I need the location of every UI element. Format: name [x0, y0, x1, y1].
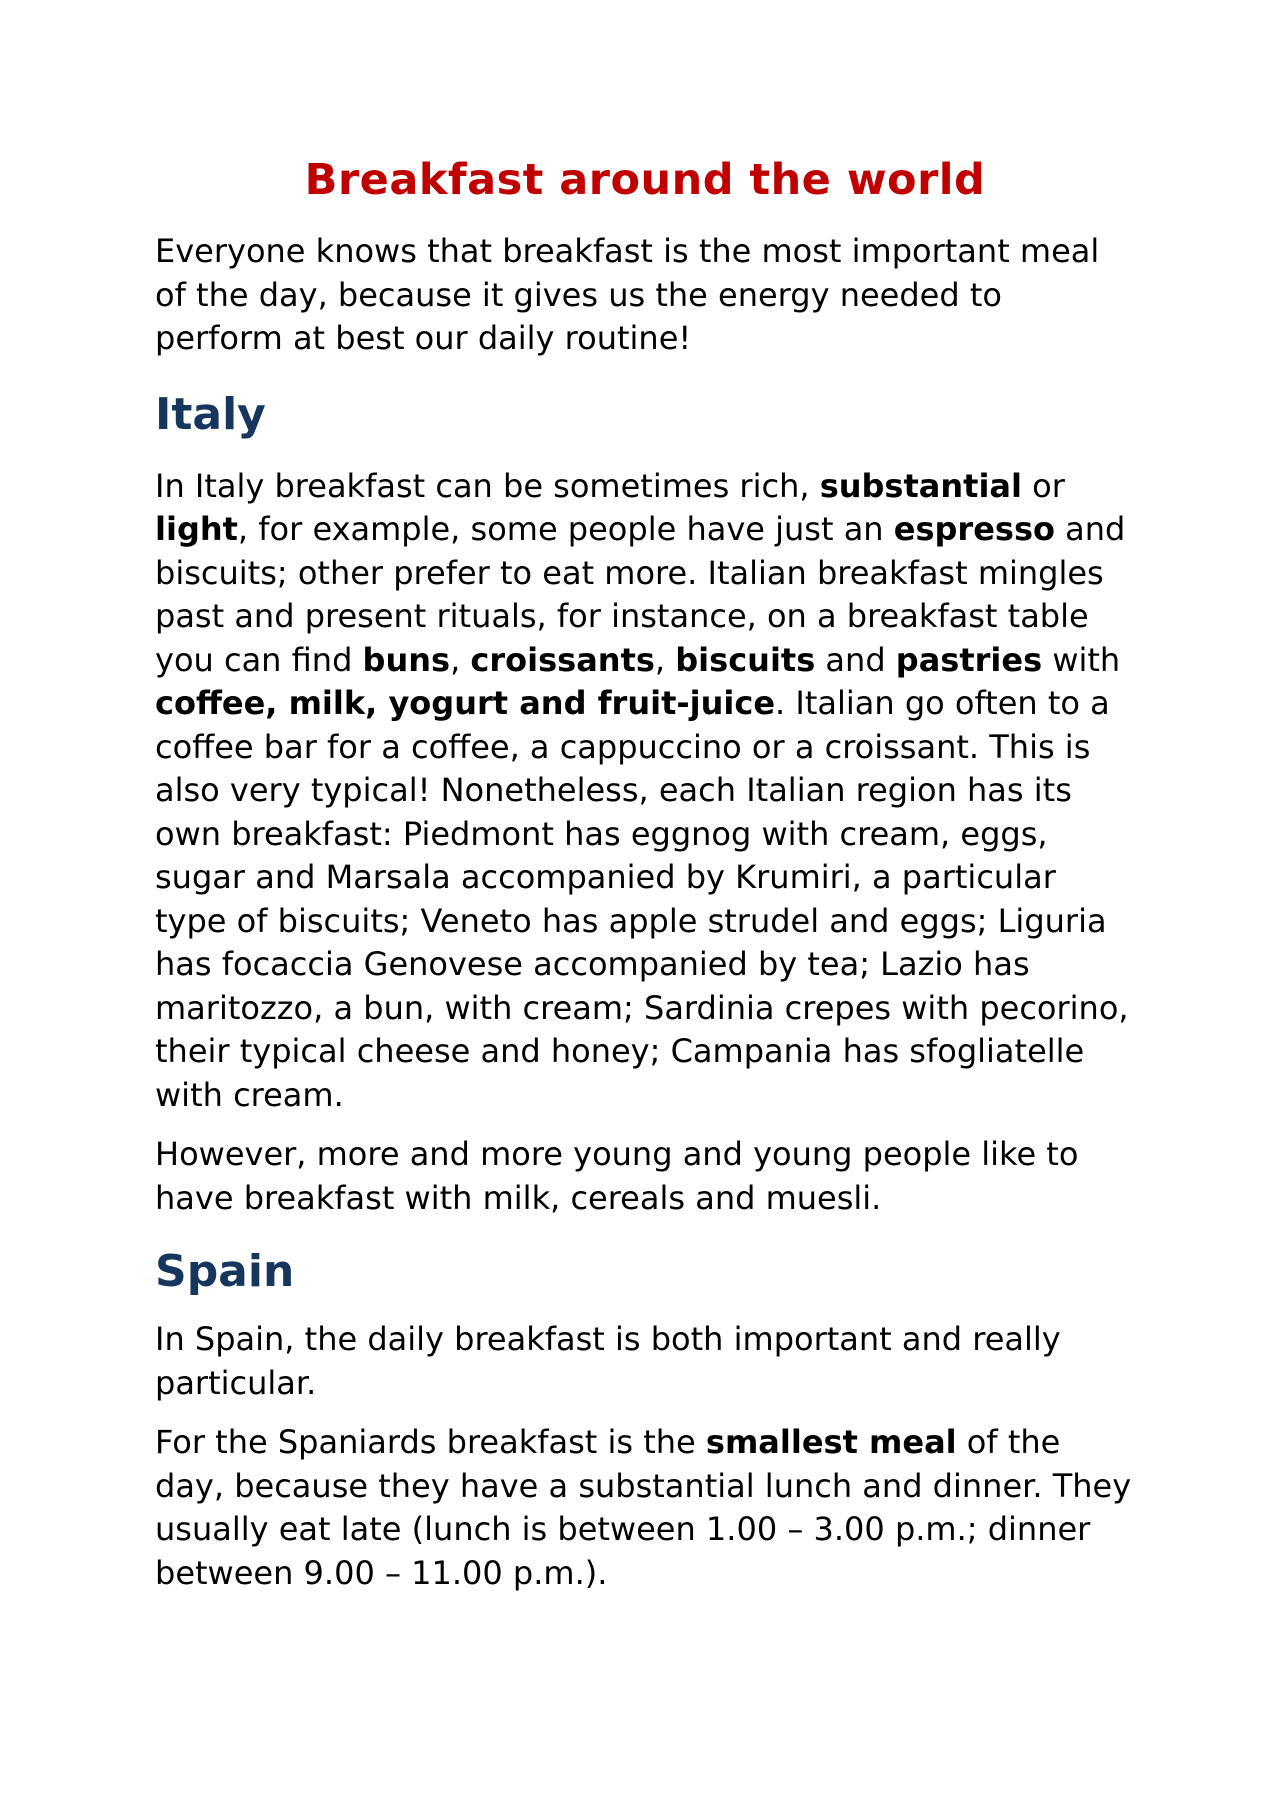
italy-paragraph-2: However, more and more young and young people like to have breakfast with milk, cereals and muesli. [155, 1135, 1079, 1217]
bold-text: biscuits [675, 640, 816, 679]
bold-text: pastries [895, 640, 1043, 679]
bold-text: coffee, milk, yogurt and fruit-juice [155, 684, 776, 722]
text-run: , [450, 640, 471, 679]
text-run: . Italian go often to a coffee bar for a coffee, a cappuccino or a croissant. This is also very typical! Nonetheless, each Italian region has its own breakfast: Piedmont has eggnog with cream, eggs, sugar and Marsala accompanied by Krumiri, a particular type of biscuits; Veneto has apple strudel and eggs; Liguria has focaccia Genovese accompanied by tea; Lazio has maritozzo, a bun, with cream; Sardinia crepes with pecorino, their typical cheese and honey; Campania has sfogliatelle with cream. [155, 684, 1129, 1114]
text-run: , [654, 640, 676, 679]
document-page [155, 150, 1135, 1595]
text-run: of the day, because they have a substantial lunch and dinner. They usually eat late (lunch is between 1.00 – 3.00 p.m.; dinner between 9.00 – 11.00 p.m.). [155, 1423, 1132, 1592]
bold-text: substantial [819, 466, 1022, 505]
section-heading-spain: Spain [155, 1246, 295, 1297]
document-title: Breakfast around the world [304, 155, 986, 205]
bold-text: light [155, 510, 238, 548]
text-run: In Italy breakfast can be sometimes rich, [155, 466, 820, 505]
text-run: and [815, 640, 896, 679]
text-run: or [1021, 466, 1065, 505]
intro-paragraph: Everyone knows that breakfast is the most important meal of the day, because it gives us the energy needed to perform at best our daily routine! [155, 232, 1100, 357]
spain-paragraph-1: In Spain, the daily breakfast is both important and really particular. [155, 1320, 1061, 1402]
text-run: and biscuits; other prefer to eat more. Italian breakfast mingles past and present rituals, for instance, on a breakfast table you can find [155, 510, 1126, 679]
italy-paragraph-1 [155, 465, 1135, 1118]
bold-text: espresso [893, 510, 1055, 548]
text-run: with [1042, 640, 1121, 679]
section-heading-italy: Italy [155, 388, 266, 440]
bold-text: smallest meal [705, 1423, 957, 1461]
text-run: For the Spaniards breakfast is the [155, 1423, 706, 1461]
bold-text: croissants [470, 640, 655, 679]
text-run: , for example, some people have just an [237, 510, 894, 548]
spain-paragraph-2 [155, 1421, 1135, 1595]
bold-text: buns [362, 640, 451, 679]
